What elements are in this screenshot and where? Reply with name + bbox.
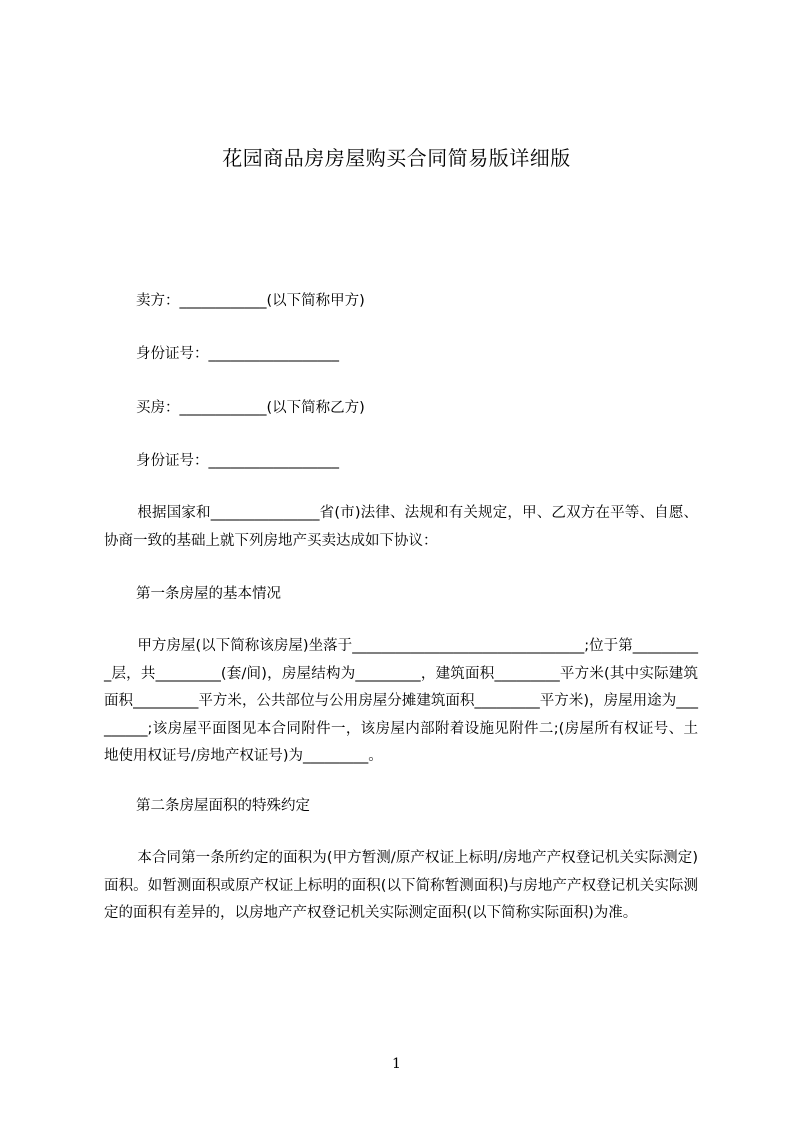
article-2-body: 本合同第一条所约定的面积为(甲方暂测/原产权证上标明/房地产产权登记机关实际测定)面积。如暂测面积或原产权证上标明的面积(以下简称暂测面积)与房地产产权登记机关实际测定的面积有差异的，以房地产产权登记机关实际测定面积(以下简称实际面积)为准。 <box>104 850 698 922</box>
seller-id-line: 身份证号：__________________ <box>136 346 339 362</box>
page-number: 1 <box>392 1056 401 1072</box>
article-2-heading: 第二条房屋面积的特殊约定 <box>136 798 310 814</box>
buyer-id-line: 身份证号：__________________ <box>136 453 339 469</box>
buyer-line: 买房：____________(以下简称乙方) <box>136 400 365 416</box>
preamble-paragraph: 根据国家和_______________省(市)法律、法规和有关规定，甲、乙双方在平等、自愿、协商一致的基础上就下列房地产买卖达成如下协议： <box>104 505 698 549</box>
article-1-body: 甲方房屋(以下简称该房屋)坐落于________________________________;位于第__________层，共_________(套/间)，房屋结构为_________，建筑面积_________平方米(其中实际建筑面积_________平方米，公共部位与公用房屋分摊建筑面积_________平方米)，房屋用途为_________;该房屋平面图见本合同附件一，该房屋内部附着设施见附件二;(房屋所有权证号、土地使用权证号/房地产权证号)为_________。 <box>104 638 698 765</box>
seller-line: 卖方：____________(以下简称甲方) <box>136 293 365 309</box>
document-title: 花园商品房房屋购买合同简易版详细版 <box>222 146 571 170</box>
article-1-heading: 第一条房屋的基本情况 <box>136 586 281 602</box>
